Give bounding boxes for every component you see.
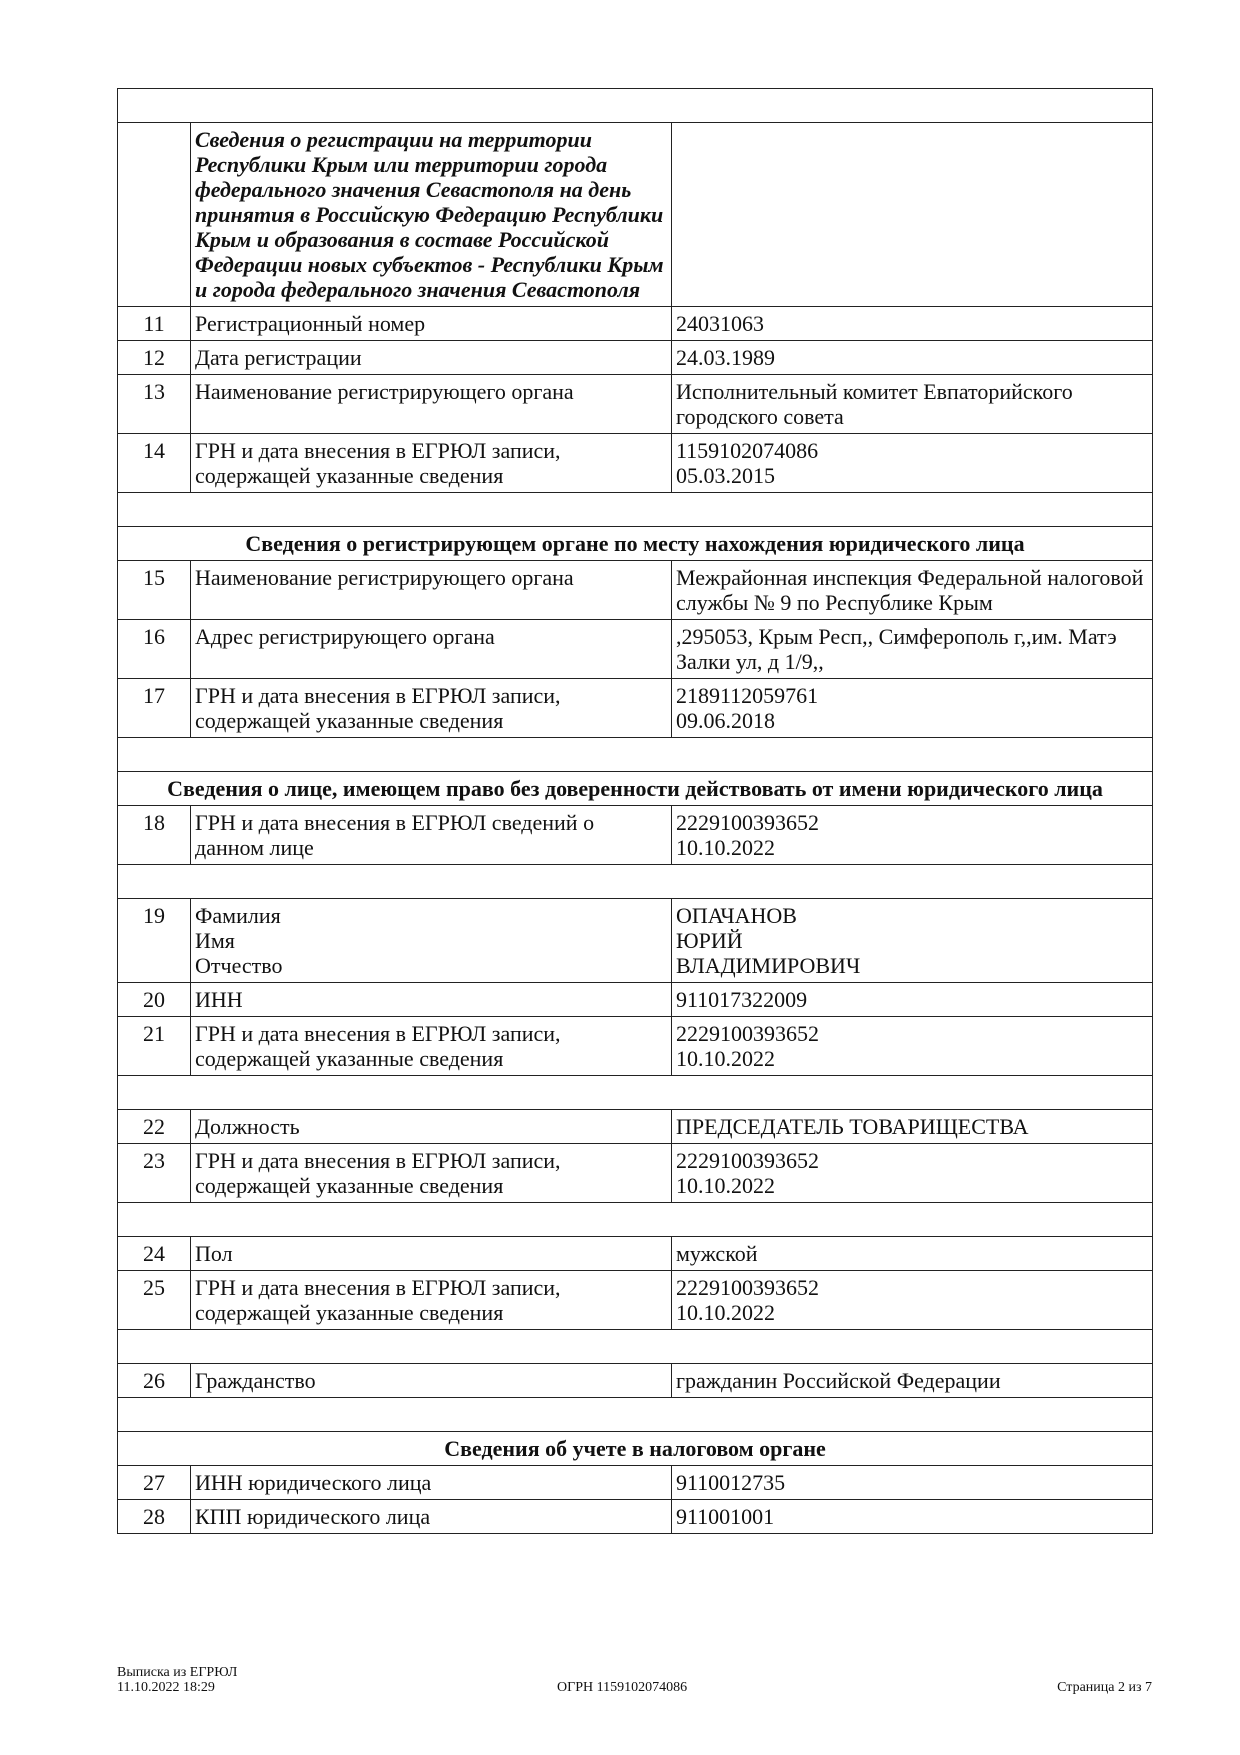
section-header-row	[118, 772, 1153, 806]
table-row	[118, 561, 1153, 620]
table-row	[118, 1237, 1153, 1271]
row-label: ИНН	[191, 983, 672, 1017]
grn-value: 2189112059761	[676, 683, 819, 708]
table-row	[118, 620, 1153, 679]
row-number: 21	[118, 1017, 191, 1076]
row-value: ПРЕДСЕДАТЕЛЬ ТОВАРИЩЕСТВА	[672, 1110, 1153, 1144]
empty-row	[118, 1398, 1153, 1432]
row-label: ГРН и дата внесения в ЕГРЮЛ записи, содержащей указанные сведения	[191, 1271, 672, 1330]
surname-value: ОПАЧАНОВ	[676, 903, 797, 928]
table-row	[118, 1364, 1153, 1398]
row-label: Пол	[191, 1237, 672, 1271]
patronymic-label: Отчество	[195, 953, 283, 978]
row-label: Должность	[191, 1110, 672, 1144]
row-label: ГРН и дата внесения в ЕГРЮЛ записи, содержащей указанные сведения	[191, 679, 672, 738]
date-value: 10.10.2022	[676, 1173, 775, 1198]
patronymic-value: ВЛАДИМИРОВИЧ	[676, 953, 861, 978]
empty-row	[118, 493, 1153, 527]
table-row	[118, 679, 1153, 738]
row-value	[672, 899, 1153, 983]
row-value	[672, 1144, 1153, 1203]
date-value: 05.03.2015	[676, 463, 775, 488]
row-number: 26	[118, 1364, 191, 1398]
footer-title: Выписка из ЕГРЮЛ	[117, 1665, 238, 1680]
row-number: 12	[118, 341, 191, 375]
date-value: 10.10.2022	[676, 1300, 775, 1325]
table-row	[118, 341, 1153, 375]
date-value: 10.10.2022	[676, 1046, 775, 1071]
row-label: ГРН и дата внесения в ЕГРЮЛ записи, содержащей указанные сведения	[191, 1144, 672, 1203]
row-number: 11	[118, 307, 191, 341]
row-label	[191, 899, 672, 983]
row-value: 24.03.1989	[672, 341, 1153, 375]
row-value: ,295053, Крым Респ,, Симферополь г,,им. Матэ Залки ул, д 1/9,,	[672, 620, 1153, 679]
row-label: Гражданство	[191, 1364, 672, 1398]
date-value: 09.06.2018	[676, 708, 775, 733]
row-number: 17	[118, 679, 191, 738]
row-label: Дата регистрации	[191, 341, 672, 375]
grn-value: 2229100393652	[676, 1275, 819, 1300]
table-row	[118, 1110, 1153, 1144]
row-value: 911017322009	[672, 983, 1153, 1017]
row-value: мужской	[672, 1237, 1153, 1271]
row-label: КПП юридического лица	[191, 1500, 672, 1534]
grn-value: 2229100393652	[676, 1021, 819, 1046]
row-value: Исполнительный комитет Евпаторийского городского совета	[672, 375, 1153, 434]
row-number: 18	[118, 806, 191, 865]
table-row	[118, 1466, 1153, 1500]
egrul-table	[117, 88, 1153, 1534]
row-value: 9110012735	[672, 1466, 1153, 1500]
grn-value: 2229100393652	[676, 1148, 819, 1173]
table-row	[118, 1500, 1153, 1534]
row-value: 24031063	[672, 307, 1153, 341]
grn-value: 1159102074086	[676, 438, 819, 463]
row-number: 14	[118, 434, 191, 493]
table-row	[118, 375, 1153, 434]
row-label: Наименование регистрирующего органа	[191, 561, 672, 620]
row-number: 15	[118, 561, 191, 620]
footer-datetime: 11.10.2022 18:29	[117, 1680, 215, 1695]
row-value: 911001001	[672, 1500, 1153, 1534]
name-value: ЮРИЙ	[676, 928, 743, 953]
table-row	[118, 1017, 1153, 1076]
empty-row	[118, 89, 1153, 123]
table-row	[118, 307, 1153, 341]
table-row	[118, 899, 1153, 983]
row-label: Адрес регистрирующего органа	[191, 620, 672, 679]
table-row	[118, 1271, 1153, 1330]
row-label: ГРН и дата внесения в ЕГРЮЛ записи, содержащей указанные сведения	[191, 1017, 672, 1076]
row-label: ГРН и дата внесения в ЕГРЮЛ записи, содержащей указанные сведения	[191, 434, 672, 493]
empty-row	[118, 738, 1153, 772]
table-row	[118, 806, 1153, 865]
row-label: ГРН и дата внесения в ЕГРЮЛ сведений о данном лице	[191, 806, 672, 865]
crimea-registration-section-row	[118, 123, 1153, 307]
section-header-row	[118, 1432, 1153, 1466]
crimea-section-title: Сведения о регистрации на территории Республики Крым или территории города федерального значения Севастополя на день принятия в Российскую Федерацию Республики Крым и образования в составе Российской Федерации новых субъектов - Республики Крым и города федерального значения Севастополя	[191, 123, 672, 307]
empty-row	[118, 865, 1153, 899]
row-value	[672, 1017, 1153, 1076]
empty-row	[118, 1330, 1153, 1364]
footer-page-number: Страница 2 из 7	[1057, 1680, 1152, 1695]
row-number: 16	[118, 620, 191, 679]
row-number: 13	[118, 375, 191, 434]
date-value: 10.10.2022	[676, 835, 775, 860]
surname-label: Фамилия	[195, 903, 281, 928]
footer-ogrn: ОГРН 1159102074086	[557, 1680, 688, 1695]
section-title-registering-authority: Сведения о регистрирующем органе по месту нахождения юридического лица	[118, 527, 1153, 561]
row-label: Регистрационный номер	[191, 307, 672, 341]
name-label: Имя	[195, 928, 235, 953]
table-row	[118, 1144, 1153, 1203]
row-value: Межрайонная инспекция Федеральной налоговой службы № 9 по Республике Крым	[672, 561, 1153, 620]
row-number: 20	[118, 983, 191, 1017]
grn-value: 2229100393652	[676, 810, 819, 835]
row-number: 28	[118, 1500, 191, 1534]
row-value	[672, 679, 1153, 738]
row-label: Наименование регистрирующего органа	[191, 375, 672, 434]
row-number: 27	[118, 1466, 191, 1500]
section-title-tax-registration: Сведения об учете в налоговом органе	[118, 1432, 1153, 1466]
empty-row	[118, 1076, 1153, 1110]
table-row	[118, 434, 1153, 493]
row-number: 25	[118, 1271, 191, 1330]
row-value	[672, 434, 1153, 493]
section-title-authorized-person: Сведения о лице, имеющем право без доверенности действовать от имени юридического лица	[118, 772, 1153, 806]
row-value	[672, 1271, 1153, 1330]
row-value: гражданин Российской Федерации	[672, 1364, 1153, 1398]
row-number: 19	[118, 899, 191, 983]
row-number: 23	[118, 1144, 191, 1203]
row-number: 24	[118, 1237, 191, 1271]
row-label: ИНН юридического лица	[191, 1466, 672, 1500]
row-number: 22	[118, 1110, 191, 1144]
row-value	[672, 806, 1153, 865]
footer-left	[117, 1665, 237, 1695]
section-header-row	[118, 527, 1153, 561]
empty-row	[118, 1203, 1153, 1237]
table-row	[118, 983, 1153, 1017]
